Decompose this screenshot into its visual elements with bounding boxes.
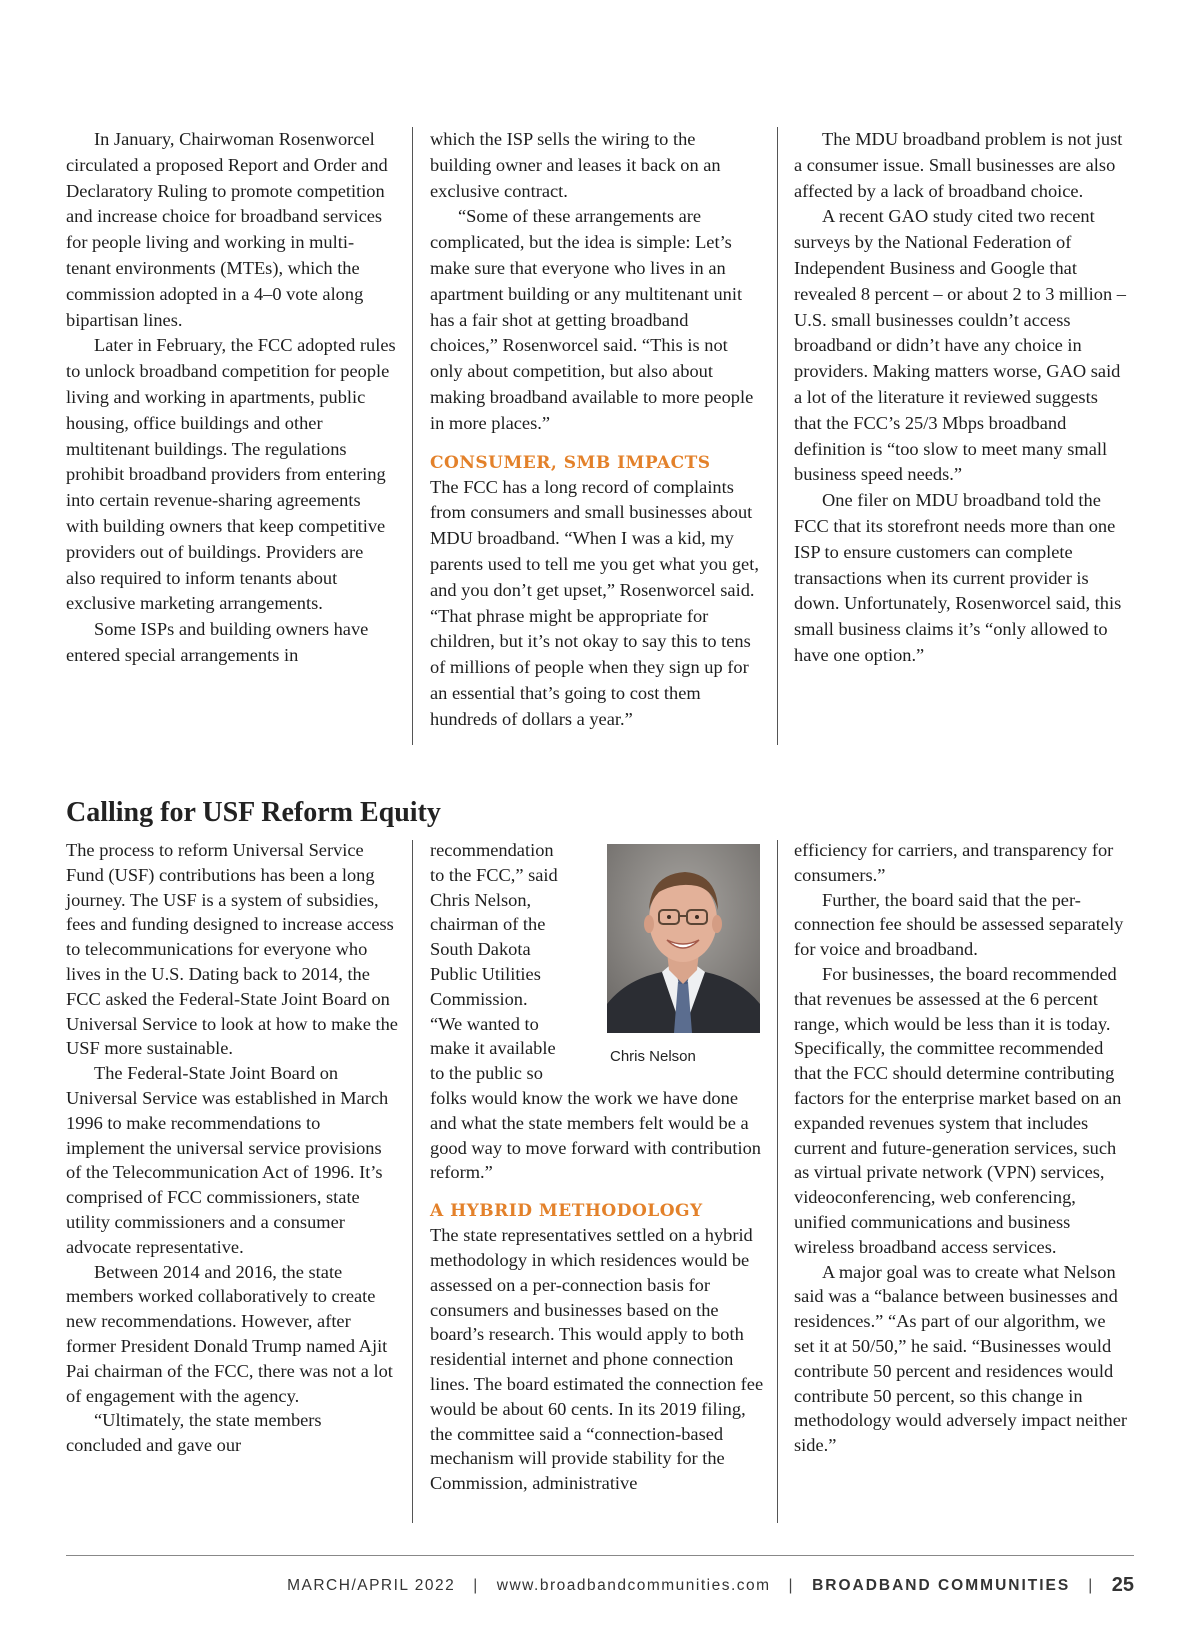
issue-date: MARCH/APRIL 2022 (287, 1576, 456, 1594)
paragraph: Further, the board said that the per-connection fee should be assessed separately for voice and broadband. (794, 889, 1124, 960)
bottom-column-1 (66, 838, 401, 1458)
text-line: chairman of the (430, 914, 546, 935)
top-column-3 (794, 127, 1129, 669)
top-column-1 (66, 127, 396, 669)
paragraph: efficiency for carriers, and transparency for consumers.” (794, 840, 1114, 885)
paragraph: Later in February, the FCC adopted rules to unlock broadband competition for people living and working in apartments, public housing, office buildings and other multitenant buildings. The regulations prohibit broadband providers from entering into certain revenue-sharing agreements with building owners that keep competitive providers out of buildings. Providers are also required to inform tenants about exclusive marketing arrangements. (66, 335, 396, 614)
paragraph: A major goal was to create what Nelson said was a “balance between businesses and residences.” “As part of our algorithm, we set it at 50/50,” he said. “Businesses would contribute 50 percent and residences would contribute 50 percent, so this change in methodology would adversely impact neither side.” (794, 1261, 1127, 1456)
subhead-consumer-smb: CONSUMER, SMB IMPACTS (430, 452, 711, 473)
column-divider (412, 127, 413, 745)
paragraph: The state representatives settled on a hybrid methodology in which residences would be assessed on a per-connection basis for consumers and businesses based on the board’s research. This would apply to both residential internet and phone connection lines. The board estimated the connection fee would be about 60 cents. In its 2019 filing, the committee said a “connection-based mechanism will provide stability for the Commission, administrative (430, 1225, 764, 1494)
paragraph: “Some of these arrangements are complicated, but the idea is simple: Let’s make sure that everyone who lives in an apartment building or any multitenant unit has a fair shot at getting broadband choices,” Rosenworcel said. “This is not only about competition, but also about making broadband available to more people in more places.” (430, 206, 754, 433)
paragraph: In January, Chairwoman Rosenworcel circulated a proposed Report and Order and Declaratory Ruling to promote competition and increase choice for broadband services for people living and working in multi-tenant environments (MTEs), which the commission adopted in a 4–0 vote along bipartisan lines. (66, 129, 388, 330)
text-line: Commission. (430, 988, 528, 1009)
footer-separator: | (473, 1576, 479, 1594)
column-divider (412, 840, 413, 1523)
column-divider (777, 127, 778, 745)
bottom-column-3 (794, 838, 1129, 1458)
text-line: recommendation (430, 840, 554, 860)
portrait-photo (607, 844, 760, 1033)
photo-caption: Chris Nelson (610, 1048, 696, 1065)
text-line: to the FCC,” said (430, 864, 558, 885)
text-line: Chris Nelson, (430, 889, 532, 910)
paragraph: For businesses, the board recommended that revenues be assessed at the 6 percent range, which would be less than it is today. Specifically, the committee recommended that the FCC should determine contributing factors for the enterprise market based on an expanded revenues system that includes current and future-generation services, such as virtual private network (VPN) services, videoconferencing, web conferencing, unified communications and business wireless broadband access services. (794, 963, 1122, 1257)
column-divider (777, 840, 778, 1523)
paragraph: The process to reform Universal Service Fund (USF) contributions has been a long journey. The USF is a system of subsidies, fees and funding designed to increase access to telecommunications for everyone who lives in the U.S. Dating back to 2014, the FCC asked the Federal-State Joint Board on Universal Service to look at how to make the USF more sustainable. (66, 840, 398, 1059)
footer-separator: | (1088, 1576, 1094, 1594)
page-footer (287, 1574, 1134, 1597)
paragraph: which the ISP sells the wiring to the building owner and leases it back on an exclusive contract. (430, 129, 721, 201)
footer-separator: | (788, 1576, 795, 1594)
text-line: “We wanted to (430, 1013, 539, 1034)
paragraph: “Ultimately, the state members concluded and gave our (66, 1410, 322, 1456)
subhead-hybrid-methodology: A HYBRID METHODOLOGY (430, 1201, 703, 1222)
publication-name: BROADBAND COMMUNITIES (812, 1576, 1071, 1594)
text-line: South Dakota (430, 939, 531, 960)
text-line: to the public so (430, 1063, 543, 1084)
paragraph: A recent GAO study cited two recent surveys by the National Federation of Independent Business and Google that revealed 8 percent – or about 2 to 3 million – U.S. small businesses couldn’t access broadband or didn’t have any choice in providers. Making matters worse, GAO said a lot of the literature it reviewed suggests that the FCC’s 25/3 Mbps broadband definition is “too slow to meet many small business speed needs.” (794, 206, 1126, 485)
paragraph: One filer on MDU broadband told the FCC that its storefront needs more than one ISP to ensure customers can complete transactions when its current provider is down. Unfortunately, Rosenworcel said, this small business claims it’s “only allowed to have one option.” (794, 490, 1122, 665)
top-column-2 (430, 127, 760, 733)
section-title: Calling for USF Reform Equity (66, 797, 441, 828)
paragraph: folks would know the work we have done and what the state members felt would be a good way to move forward with contribution reform.” (430, 1087, 761, 1183)
paragraph: Between 2014 and 2016, the state members worked collaboratively to create new recommendations. However, after former President Donald Trump named Ajit Pai chairman of the FCC, there was not a lot of engagement with the agency. (66, 1261, 393, 1406)
text-line: Public Utilities (430, 963, 541, 984)
page-number: 25 (1111, 1574, 1134, 1596)
paragraph: The MDU broadband problem is not just a consumer issue. Small businesses are also affected by a lack of broadband choice. (794, 129, 1123, 201)
footer-rule (66, 1555, 1134, 1556)
paragraph: The Federal-State Joint Board on Universal Service was established in March 1996 to make recommendations to implement the universal service provisions of the Telecommunication Act of 1996. It’s comprised of FCC commissioners, state utility commissioners and a consumer advocate representative. (66, 1063, 389, 1257)
paragraph: The FCC has a long record of complaints from consumers and small businesses about MDU broadband. “When I was a kid, my parents used to tell me you get what you get, and you don’t get upset,” Rosenworcel said. “That phrase might be appropriate for children, but it’s not okay to say this to tens of millions of people when they sign up for an essential that’s going to cost them hundreds of dollars a year.” (430, 476, 759, 729)
website-url: www.broadbandcommunities.com (496, 1576, 771, 1594)
text-line: make it available (430, 1038, 556, 1059)
paragraph: Some ISPs and building owners have entered special arrangements in (66, 619, 369, 665)
